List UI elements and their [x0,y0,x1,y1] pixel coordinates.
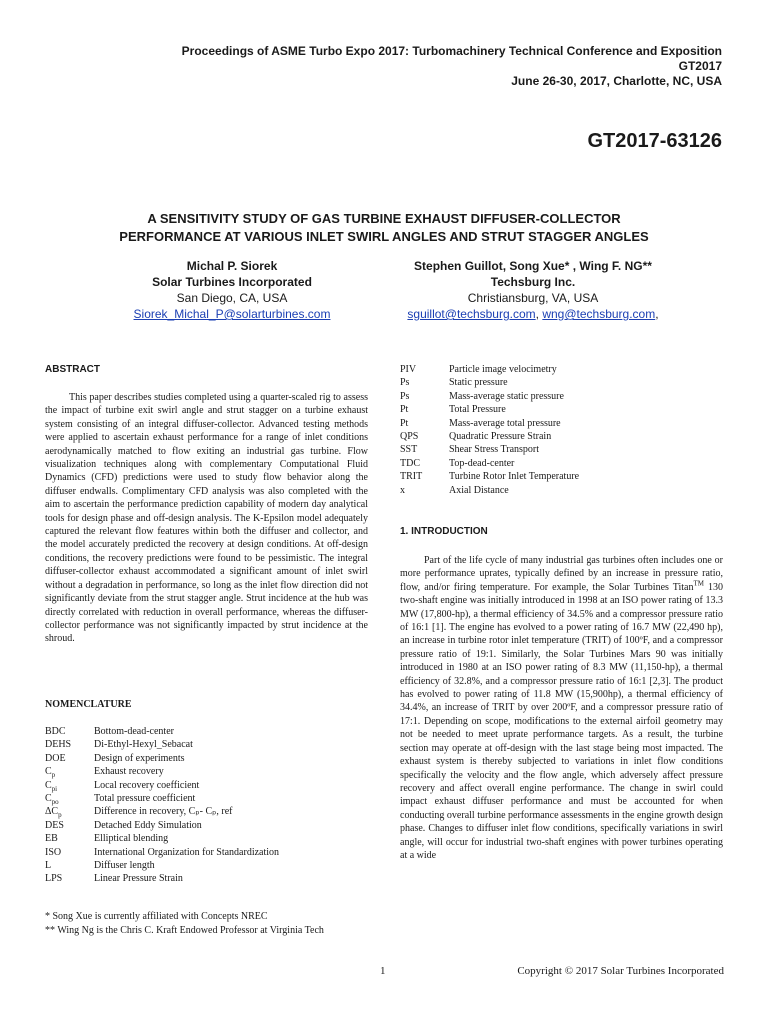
nomenclature-row [45,805,368,818]
symbol-text: C [45,766,52,778]
nomenclature-heading: NOMENCLATURE [45,699,132,710]
title-line-1: A SENSITIVITY STUDY OF GAS TURBINE EXHAUST DIFFUSER-COLLECTOR [147,211,621,226]
nomenclature-definition: Bottom-dead-center [94,726,174,737]
author-affiliation: Solar Turbines Incorporated [152,275,312,289]
nomenclature-row [45,859,368,872]
nomenclature-symbol [45,725,94,738]
nomenclature-row [400,470,723,483]
footnote-1: * Song Xue is currently affiliated with Concepts NREC [45,911,268,922]
nomenclature-definition: Difference in recovery, Cₚ- Cₚ, ref [94,806,233,818]
nomenclature-symbol [45,738,94,751]
symbol-text: Ps [400,390,410,402]
nomenclature-row [45,779,368,792]
nomenclature-symbol [400,376,449,389]
symbol-text: QPS [400,431,419,443]
nomenclature-row [400,484,723,497]
symbol-text: LPS [45,873,63,885]
nomenclature-row [45,765,368,778]
nomenclature-definition: Top-dead-center [449,457,515,469]
symbol-text: DEHS [45,739,72,751]
nomenclature-definition: Shear Stress Transport [449,444,540,456]
nomenclature-row [45,752,368,765]
nomenclature-symbol [45,765,94,778]
author-email-link[interactable]: Siorek_Michal_P@solarturbines.com [133,307,331,321]
nomenclature-definition: Elliptical blending [94,833,169,845]
nomenclature-symbol [400,470,449,483]
symbol-subscript: p [58,811,62,820]
intro-text-part-1: Part of the life cycle of many industrial gas turbines often includes one or more performance uprates, typically defined by an increase in pressure ratio, flow, and/or firing temperature. For example, the Solar Turbines Titan [400,555,723,593]
nomenclature-symbol [400,403,449,416]
nomenclature-row [45,738,368,751]
nomenclature-definition: Mass-average total pressure [449,417,561,429]
nomenclature-definition: Design of experiments [94,752,185,764]
symbol-text: EB [45,833,58,845]
intro-text-part-2: 130 two-shaft engine was initially introduced in 1998 at an ISO power rating of 13.3 MW (17,800-hp), a thermal efficiency of 34.5% and a compressor pressure ratio of 16:1 [1]. The engine has evolved to a power rating of 16.7 MW (22,490 hp), an increase in turbine rotor inlet temperature (TRIT) of 100ºF, and a compressor pressure ratio of 19:1. Similarly, the Solar Turbines Mars 90 was initially introduced in 1980 at an ISO power rating of 8.3 MW (11,150-hp), a thermal efficiency of 32.8%, and a compressor pressure ratio of 16:1 [2,3]. The product has evolved to power rating of 11.8 MW (15,900hp), a thermal efficiency of 34.4%, an increase of TRIT by over 200ºF, and a compressor pressure ratio of 17:1. Depending on scope, modifications to the external airfoil geometry may not be needed to meet uprate performance targets. As a result, the turbine section may operate at off-design with the last stage being most impacted. The exhaust system is thereby subjected to variations in inlet flow conditions specifically the velocity and the flow angle, which adversely affect pressure recovery and affect overall engine performance. The change in swirl could impact exhaust diffuser performance and must be accounted for when conducting overall turbine performance assessments in the engine growth design phase. Changes to diffuser inlet flow conditions, specifically variations in swirl angle, will occur for industrial two-shaft engines with power turbines operating at a wide [400,581,723,861]
copyright-notice: Copyright © 2017 Solar Turbines Incorporated [517,965,724,977]
email-separator: , [535,307,543,321]
page-number: 1 [380,965,386,977]
author-name: Michal P. Siorek [186,259,278,273]
footnotes [45,910,324,938]
nomenclature-definition: Total pressure coefficient [94,793,196,805]
nomenclature-definition: Diffuser length [94,860,155,872]
symbol-text: Ps [400,377,410,389]
symbol-text: C [45,793,52,805]
nomenclature-definition: Linear Pressure Strain [94,873,183,885]
symbol-subscript: pi [51,784,58,793]
symbol-text: Pt [400,417,409,429]
symbol-text: DES [45,819,64,831]
nomenclature-row [400,443,723,456]
nomenclature-definition: Mass-average static pressure [449,390,564,402]
author-location: San Diego, CA, USA [176,291,288,305]
nomenclature-definition: Local recovery coefficient [94,779,200,791]
nomenclature-definition: International Organization for Standardization [94,846,280,858]
symbol-text: Pt [400,404,409,416]
nomenclature-definition: Exhaust recovery [94,766,164,778]
nomenclature-definition: Total Pressure [449,404,506,416]
author-block-right [388,258,678,322]
nomenclature-symbol [45,872,94,885]
symbol-text: SST [400,444,418,456]
symbol-subscript: po [51,798,59,807]
nomenclature-symbol [45,859,94,872]
symbol-text: L [45,860,52,872]
nomenclature-row [400,376,723,389]
symbol-text: TRIT [400,471,423,483]
author-names: Stephen Guillot, Song Xue* , Wing F. NG** [414,259,652,273]
nomenclature-symbol [45,752,94,765]
nomenclature-row [45,872,368,885]
symbol-text: TDC [400,457,420,469]
symbol-text: C [45,779,52,791]
conference-header [182,44,722,89]
nomenclature-symbol [45,805,94,818]
author-email-link-2[interactable]: wng@techsburg.com [542,307,656,321]
symbol-text: DOE [45,752,66,764]
introduction-heading: 1. INTRODUCTION [400,526,488,537]
author-email-link-1[interactable]: sguillot@techsburg.com [407,307,536,321]
nomenclature-symbol [45,779,94,792]
conference-dates: June 26-30, 2017, Charlotte, NC, USA [511,74,722,88]
nomenclature-definition: Turbine Rotor Inlet Temperature [449,471,580,483]
nomenclature-definition: Quadratic Pressure Strain [449,431,552,443]
nomenclature-definition: Static pressure [449,377,508,389]
nomenclature-row [45,832,368,845]
nomenclature-row [45,792,368,805]
email-trailing-comma: , [655,307,659,321]
nomenclature-symbol [45,792,94,805]
symbol-text: PIV [400,364,417,375]
conference-title: Proceedings of ASME Turbo Expo 2017: Turbomachinery Technical Conference and Exposition [181,44,722,58]
nomenclature-row [400,363,723,376]
paper-number: GT2017-63126 [587,130,722,152]
author-location: Christiansburg, VA, USA [467,291,599,305]
abstract-heading: ABSTRACT [45,364,100,375]
nomenclature-symbol [400,443,449,456]
conference-code: GT2017 [678,59,722,73]
symbol-text: ΔC [45,806,59,818]
introduction-body [400,554,723,862]
author-block-left [112,258,352,322]
nomenclature-row [45,846,368,859]
paper-title [40,210,728,246]
footnote-2: ** Wing Ng is the Chris C. Kraft Endowed Professor at Virginia Tech [45,925,324,936]
symbol-subscript: p [51,771,56,780]
nomenclature-row [400,390,723,403]
nomenclature-symbol [45,846,94,859]
nomenclature-row [400,430,723,443]
nomenclature-row [400,403,723,416]
nomenclature-row [400,417,723,430]
nomenclature-definition: Axial Distance [449,484,509,496]
nomenclature-row [45,819,368,832]
abstract-body [45,391,368,646]
nomenclature-symbol [400,484,449,497]
nomenclature-list-left [45,725,368,886]
symbol-text: x [400,484,405,496]
introduction-text [400,554,723,862]
nomenclature-symbol [400,390,449,403]
nomenclature-symbol [400,363,449,376]
trademark-mark: TM [693,579,704,588]
nomenclature-symbol [45,832,94,845]
nomenclature-definition: Detached Eddy Simulation [94,819,202,831]
nomenclature-symbol [400,457,449,470]
author-affiliation: Techsburg Inc. [490,275,576,289]
symbol-text: BDC [45,726,66,737]
nomenclature-list-right [400,363,723,497]
symbol-text: ISO [45,846,62,858]
nomenclature-row [45,725,368,738]
nomenclature-definition: Particle image velocimetry [449,364,557,375]
abstract-text: This paper describes studies completed using a quarter-scaled rig to assess the impact of turbine exit swirl angle and strut stagger on a turbine exhaust system consisting of an integral diffuser-collector. Advanced testing methods were applied to ascertain exhaust performance for a range of inlet conditions aerodynamically matched to flow exiting an industrial gas turbine. Flow visualization techniques along with complementary Computational Fluid Dynamics (CFD) predictions were used to study flow behavior along the diffuser endwalls. Complimentary CFD analysis was also completed with the aim to ascertain the performance prediction capability of modern day analytical tools for design phase and off-design analysis. The K-Epsilon model adequately captured the relevant flow features within both the diffuser and collector, and the model accurately predicted the recovery at design conditions. At off-design conditions, the recovery predictions were found to be pessimistic. The integral diffuser-collector exhaust accommodated a significant amount of inlet swirl without a degradation in performance, so long as the inlet flow direction did not significantly deviate from the strut stagger angle. Strut incidence at the hub was directly correlated with reduction in overall performance, whereas the diffuser-collector performance was not significantly impacted by strut incidence at the shroud. [45,392,368,645]
nomenclature-symbol [400,430,449,443]
nomenclature-definition: Di-Ethyl-Hexyl_Sebacat [94,739,193,751]
nomenclature-symbol [400,417,449,430]
title-line-2: PERFORMANCE AT VARIOUS INLET SWIRL ANGLES AND STRUT STAGGER ANGLES [119,229,649,244]
nomenclature-row [400,457,723,470]
nomenclature-symbol [45,819,94,832]
